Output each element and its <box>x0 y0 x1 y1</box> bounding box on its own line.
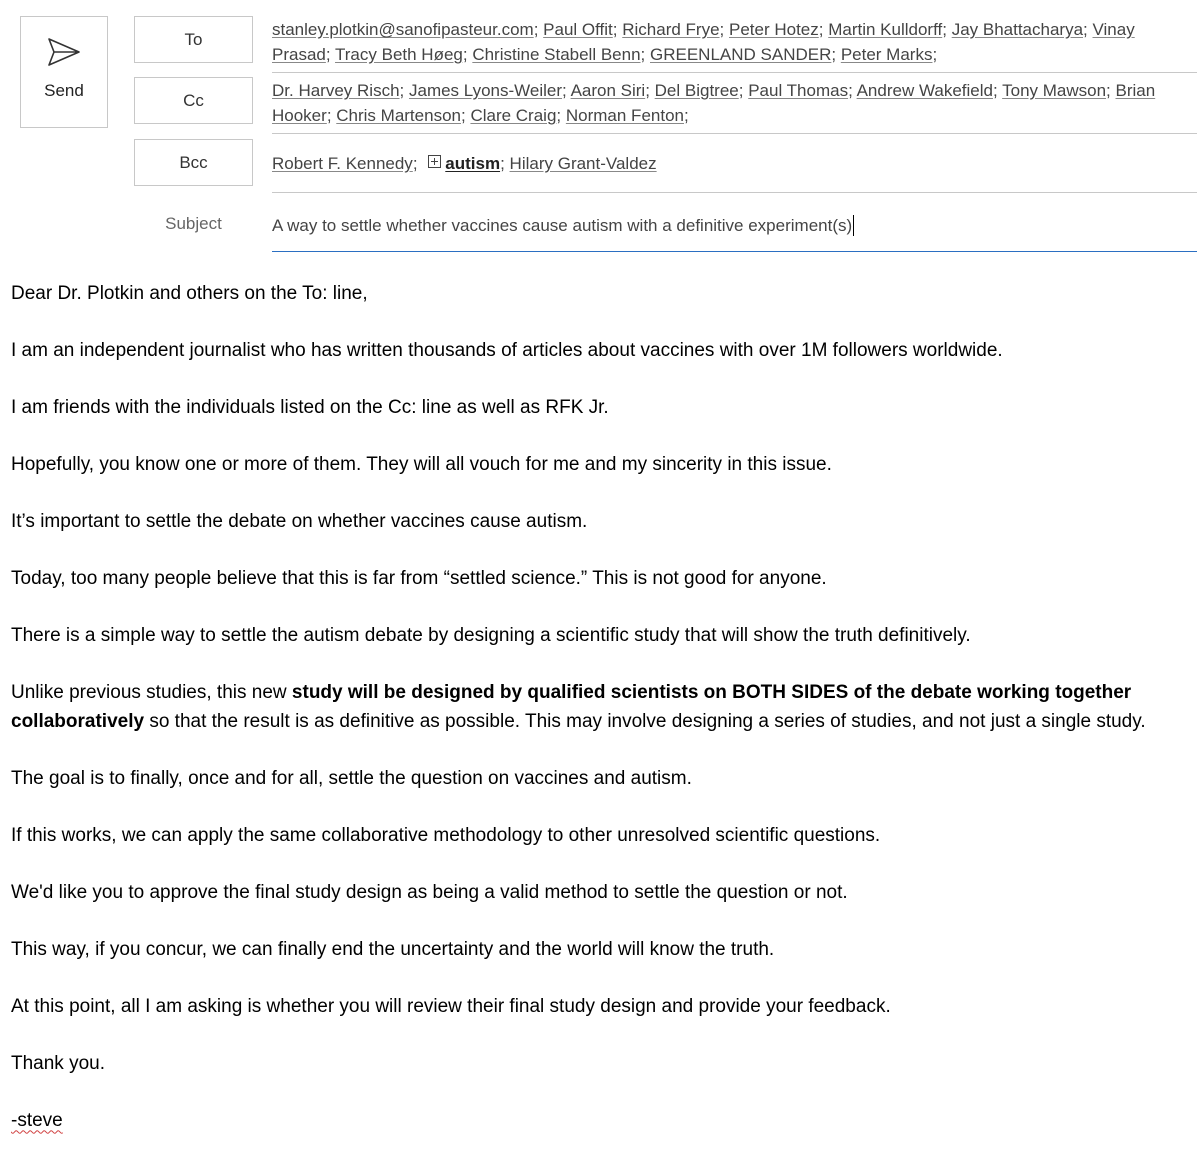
recipient-separator: ; <box>556 106 566 125</box>
recipient[interactable]: Richard Frye <box>622 20 720 39</box>
bcc-button[interactable]: Bcc <box>134 139 253 186</box>
recipient[interactable]: Peter Marks <box>840 45 933 64</box>
recipient[interactable]: Clare Craig <box>470 106 557 125</box>
recipient[interactable]: Chris Martenson <box>336 106 461 125</box>
recipient-separator: ; <box>932 45 938 64</box>
recipient[interactable]: Peter Hotez <box>729 20 819 39</box>
recipient-separator: ; <box>942 20 952 39</box>
bcc-field[interactable]: Robert F. Kennedy; autism; Hilary Grant-Valdez <box>272 139 1197 193</box>
recipient[interactable]: James Lyons-Weiler <box>408 81 563 100</box>
recipient-separator: ; <box>326 106 337 125</box>
group-name: autism <box>445 154 501 173</box>
body-paragraph: We'd like you to approve the final study design as being a valid method to settle the question or not. <box>11 881 848 903</box>
recipient[interactable]: Tracy Beth Høeg <box>335 45 463 64</box>
subject-label: Subject <box>165 213 222 233</box>
to-field[interactable] <box>272 16 1197 73</box>
recipient-separator: ; <box>325 45 336 64</box>
recipient-separator: ; <box>462 45 473 64</box>
text-caret <box>853 215 854 236</box>
body-text: Unlike previous studies, this new <box>11 682 292 703</box>
recipient[interactable]: Paul Thomas <box>748 81 849 100</box>
recipient-separator: ; <box>533 20 544 39</box>
recipient-separator: ; <box>1106 81 1116 100</box>
subject-text: A way to settle whether vaccines cause autism with a definitive experiment(s) <box>272 215 853 235</box>
send-button[interactable] <box>20 16 108 128</box>
body-paragraph: It’s important to settle the debate on whether vaccines cause autism. <box>11 511 588 532</box>
recipient[interactable]: Tony Mawson <box>1002 81 1107 100</box>
body-paragraph: The goal is to finally, once and for all, settle the question on vaccines and autism. <box>11 767 692 789</box>
body-paragraph: Hopefully, you know one or more of them. They will all vouch for me and my sincerity in this issue. <box>11 454 832 475</box>
recipient-separator: ; <box>719 20 729 39</box>
body-paragraph: I am an independent journalist who has written thousands of articles about vaccines with over 1M followers worldwide. <box>11 340 1003 361</box>
expand-group-icon[interactable] <box>428 155 441 168</box>
body-text: so that the result is as definitive as possible. This may involve designing a series of studies, and not just a single study. <box>144 710 1146 732</box>
body-paragraph: At this point, all I am asking is whether you will review their final study design and provide your feedback. <box>11 995 891 1017</box>
recipient-separator: ; <box>612 20 623 39</box>
body-paragraph: Thank you. <box>11 1052 105 1074</box>
recipient[interactable]: Martin Kulldorff <box>828 20 943 39</box>
send-label: Send <box>44 81 84 100</box>
recipient-separator: ; <box>684 106 689 125</box>
recipient[interactable]: GREENLAND SANDER <box>650 45 832 64</box>
send-icon <box>47 37 81 67</box>
recipient[interactable]: Norman Fenton <box>565 106 684 125</box>
body-paragraph <box>11 679 1171 736</box>
recipient-separator: ; <box>1083 20 1093 39</box>
recipient-separator: ; <box>562 81 571 100</box>
recipient[interactable]: stanley.plotkin@sanofipasteur.com <box>272 20 534 39</box>
recipient-separator: ; <box>640 45 650 64</box>
signature <box>11 1107 1171 1136</box>
recipient[interactable]: Dr. Harvey Risch <box>272 81 400 100</box>
recipient-separator: ; <box>738 81 749 100</box>
recipient-separator: ; <box>399 81 409 100</box>
recipient-separator: ; <box>848 81 857 100</box>
body-paragraph: Dear Dr. Plotkin and others on the To: line, <box>11 283 368 304</box>
to-button[interactable]: To <box>134 16 253 63</box>
recipient[interactable]: Paul Offit <box>543 20 613 39</box>
message-body[interactable] <box>11 280 1171 1135</box>
recipient[interactable]: Aaron Siri <box>570 81 646 100</box>
subject-input[interactable] <box>272 200 1197 252</box>
recipient-separator: ; <box>992 81 1003 100</box>
body-paragraph: I am friends with the individuals listed on the Cc: line as well as RFK Jr. <box>11 397 609 418</box>
signature-text: -steve <box>11 1109 63 1131</box>
recipient[interactable]: Brian Hooker <box>272 81 1156 125</box>
recipient[interactable]: Jay Bhattacharya <box>951 20 1084 39</box>
recipient-separator: ; <box>818 20 829 39</box>
body-paragraph: Today, too many people believe that this is far from “settled science.” This is not good for anyone. <box>11 568 827 589</box>
recipient[interactable]: Christine Stabell Benn <box>472 45 641 64</box>
recipient[interactable]: Andrew Wakefield <box>856 81 993 100</box>
cc-field[interactable] <box>272 77 1197 134</box>
recipient[interactable]: Hilary Grant-Valdez <box>509 154 657 173</box>
body-paragraph: If this works, we can apply the same collaborative methodology to other unresolved scientific questions. <box>11 824 881 846</box>
recipient-separator: ; <box>831 45 841 64</box>
cc-button[interactable]: Cc <box>134 77 253 124</box>
body-paragraph: There is a simple way to settle the autism debate by designing a scientific study that will show the truth definitively. <box>11 625 971 646</box>
recipient[interactable]: Del Bigtree <box>654 81 739 100</box>
recipient[interactable]: Vinay Prasad <box>272 20 1135 64</box>
recipient-separator: ; <box>645 81 655 100</box>
body-paragraph: This way, if you concur, we can finally end the uncertainty and the world will know the truth. <box>11 938 775 960</box>
recipient[interactable]: Robert F. Kennedy <box>272 154 413 173</box>
recipient-separator: ; <box>460 106 471 125</box>
bold-text: study will be designed by qualified scientists on BOTH SIDES of the debate working together collaboratively <box>11 682 1132 732</box>
contact-group[interactable] <box>422 154 500 173</box>
